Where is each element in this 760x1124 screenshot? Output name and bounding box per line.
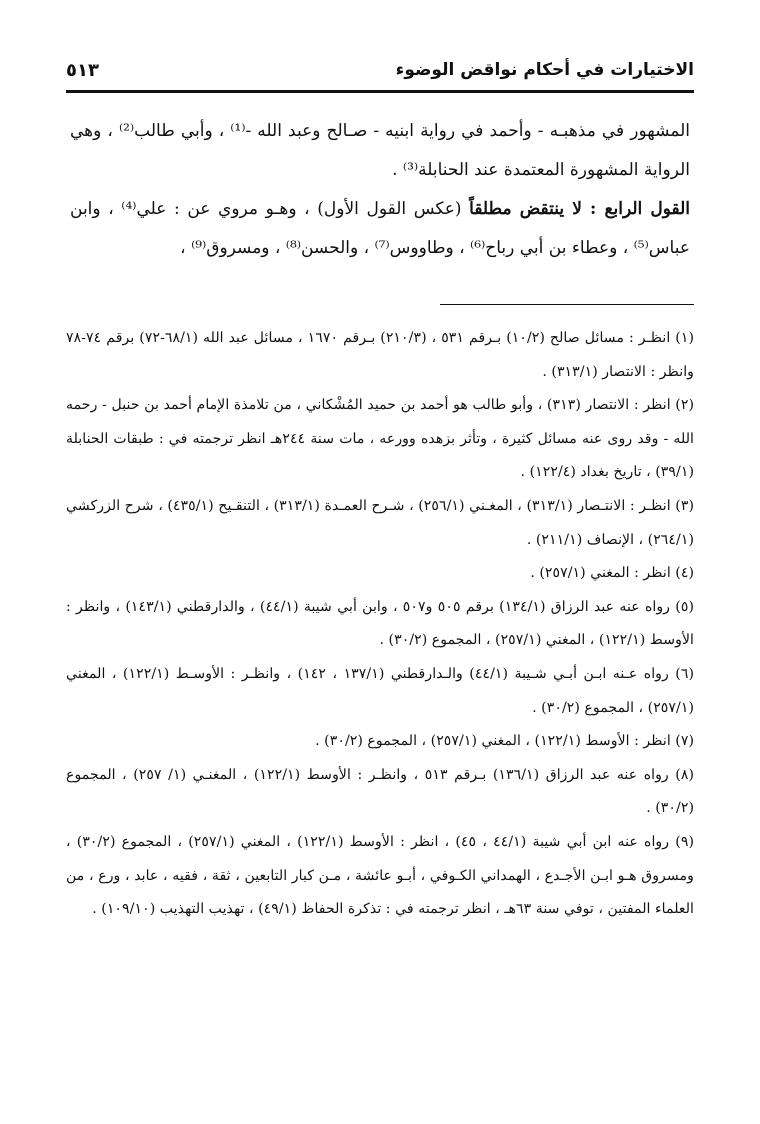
- running-header: [66, 52, 694, 88]
- main-text: [70, 112, 690, 268]
- footnote-1: (١) انظـر : مسائل صالح (١٠/٢) بـرقم ٥٣١ ، (٢١٠/٣) بـرقم ١٦٧٠ ، مسائل عبد الله (٦٨/١-٧٢) برقم ٧٤-٧٨ وانظر : الانتصار (٣١٣/١) .: [66, 330, 695, 380]
- paragraph-2-heading: القول الرابع : لا ينتقض مطلقاً: [469, 199, 690, 219]
- footnotes: [66, 322, 694, 927]
- footnote-divider: [440, 304, 694, 305]
- footnote-3: (٣) انظـر : الانتـصار (٣١٣/١) ، المغـني (٢٥٦/١) ، شـرح العمـدة (٣١٣/١) ، التنقـيح (٤٣٥/١) ، شرح الزركشي (٢٦٤/١) ، الإنصاف (٢١١/١) .: [66, 497, 694, 548]
- footnote-7: (٧) انظر : الأوسط (١٢٢/١) ، المغني (٢٥٧/١) ، المجموع (٣٠/٢) .: [315, 733, 694, 750]
- paragraph-2: [70, 190, 690, 268]
- paragraph-1: المشهور في مذهبـه - وأحمد في رواية ابنيه - صـالح وعبد الله -⁽¹⁾ ، وأبي طالب⁽²⁾ ، وهي الرواية المشهورة المعتمدة عند الحنابلة⁽³⁾ .: [70, 121, 690, 180]
- page-number: ٥١٣: [66, 59, 99, 81]
- footnote-4: (٤) انظر : المغني (٢٥٧/١) .: [530, 565, 694, 582]
- footnote-5: (٥) رواه عنه عبد الرزاق (١٣٤/١) برقم ٥٠٥ و٥٠٧ ، وابن أبي شيبة (٤٤/١) ، والدارقطني (١٤٣/١) ، وانظر : الأوسط (١٢٢/١) ، المغني (٢٥٧/١) ، المجموع (٣٠/٢) .: [66, 598, 694, 649]
- footnote-2: (٢) انظر : الانتصار (٣١٣) ، وأبو طالب هو أحمد بن حميد المُشْكاني ، من تلامذة الإمام أحمد بن حنبل - رحمه الله - وقد روى عنه مسائل كثيرة ، وتأثر بزهده وورعه ، مات سنة ٢٤٤هـ انظر ترجمته في : طبقات الحنابلة (٣٩/١) ، تاريخ بغداد (١٢٢/٤) .: [66, 397, 694, 481]
- footnote-8: (٨) رواه عنه عبد الرزاق (١٣٦/١) بـرقم ٥١٣ ، وانظـر : الأوسط (١٢٢/١) ، المغنـي (١/ ٢٥٧) ، المجموع (٣٠/٢) .: [66, 766, 695, 817]
- header-title: الاختيارات في أحكام نواقض الوضوء: [395, 60, 694, 80]
- paragraph-2-text: (عكس القول الأول) ، وهـو مروي عن : علي⁽⁴⁾ ، وابن عباس⁽⁵⁾ ، وعطاء بن أبي رباح⁽⁶⁾ ، وطاووس⁽⁷⁾ ، والحسن⁽⁸⁾ ، ومسروق⁽⁹⁾ ،: [70, 199, 690, 258]
- footnote-9: (٩) رواه عنه ابن أبي شيبة (٤٤/١ ، ٤٥) ، انظر : الأوسط (١٢٢/١) ، المغني (٢٥٧/١) ، المجموع (٣٠/٢) ، ومسروق هـو ابـن الأجـدع ، الهمداني الكـوفي ، أبـو عائشة ، مـن كبار التابعين ، ثقة ، فقيه ، عابد ، ورع ، من العلماء المفتين ، توفي سنة ٦٣هـ ، انظر ترجمته في : تذكرة الحفاظ (٤٩/١) ، تهذيب التهذيب (١٠٩/١٠) .: [66, 833, 694, 918]
- footnote-6: (٦) رواه عـنه ابـن أبـي شـيبة (٤٤/١) والـدارقطني (١٣٧/١ ، ١٤٢) ، وانظـر : الأوسـط (١٢٢/١) ، المغني (٢٥٧/١) ، المجموع (٣٠/٢) .: [66, 665, 694, 716]
- header-divider: [66, 90, 694, 93]
